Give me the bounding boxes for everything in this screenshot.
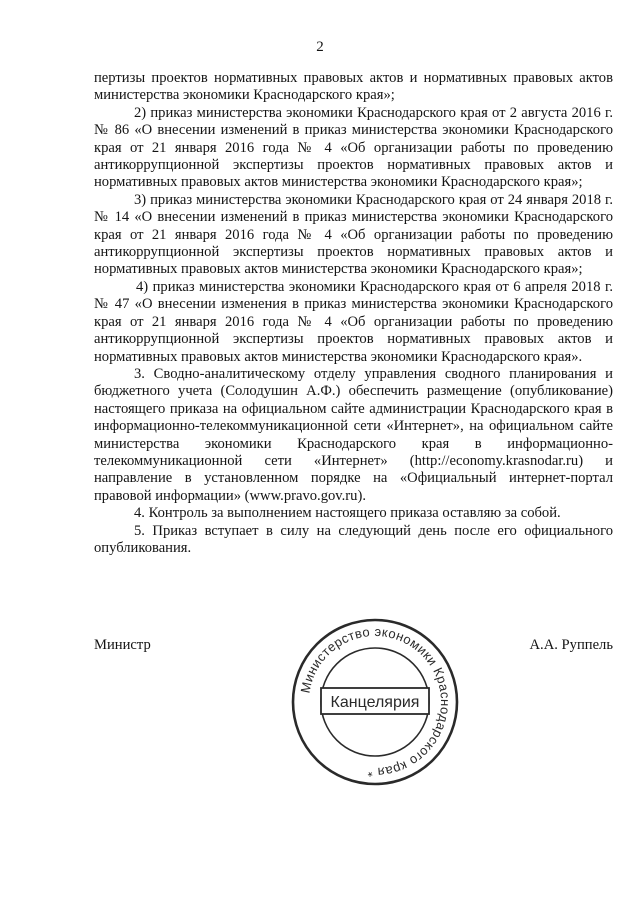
stamp-graphic — [287, 614, 463, 790]
paragraph-continuation: пертизы проектов нормативных правовых актов и нормативных правовых актов министерства экономики Краснодарского края»; — [94, 70, 613, 104]
stamp-center-text: Канцелярия — [330, 694, 420, 711]
office-stamp — [287, 614, 463, 790]
paragraph-clause-4: 4. Контроль за выполнением настоящего приказа оставляю за собой. — [134, 505, 561, 522]
signature-position: Министр — [94, 637, 151, 653]
signature-name: А.А. Руппель — [529, 637, 613, 653]
paragraph-clause-3: 3. Сводно-аналитическому отделу управления сводного планирования и бюджетного учета (Солодушин А.Ф.) обеспечить размещение (опубликование) настоящего приказа на официальном сайте администрации Краснодарского края в информационно-телекоммуникационной сети «Интернет», на официальном сайте министерства экономики Краснодарского края в информационно-телекоммуникационной сети «Интернет» (http://economy.krasnodar.ru) и направление в установленном порядке на «Официальный интернет-портал правовой информации» (www.pravo.gov.ru). — [94, 365, 613, 504]
paragraph-item-3: 3) приказ министерства экономики Краснодарского края от 24 января 2018 г. № 14 «О внесении изменений в приказ министерства экономики Краснодарского края от 21 января 2016 года № 4 «Об организации работы по проведению антикоррупционной экспертизы проектов нормативных правовых актов и нормативных правовых актов министерства экономики Краснодарского края»; — [94, 191, 613, 278]
paragraph-item-4: 4) приказ министерства экономики Краснодарского края от 6 апреля 2018 г. № 47 «О внесении изменения в приказ министерства экономики Краснодарского края от 21 января 2016 года № 4 «Об организации работы по проведению антикоррупционной экспертизы проектов нормативных правовых актов и нормативных правовых актов министерства экономики Краснодарского края». — [94, 278, 613, 365]
page-number: 2 — [316, 39, 324, 55]
paragraph-clause-5: 5. Приказ вступает в силу на следующий день после его официального опубликования. — [94, 522, 613, 556]
document-body — [94, 70, 613, 557]
paragraph-item-2: 2) приказ министерства экономики Краснодарского края от 2 августа 2016 г. № 86 «О внесении изменений в приказ министерства экономики Краснодарского края от 21 января 2016 года № 4 «Об организации работы по проведению антикоррупционной экспертизы проектов нормативных правовых актов и нормативных правовых актов министерства экономики Краснодарского края»; — [94, 104, 613, 191]
stamp-ring-textpath: Министерство экономики Краснодарского края * — [297, 623, 454, 781]
